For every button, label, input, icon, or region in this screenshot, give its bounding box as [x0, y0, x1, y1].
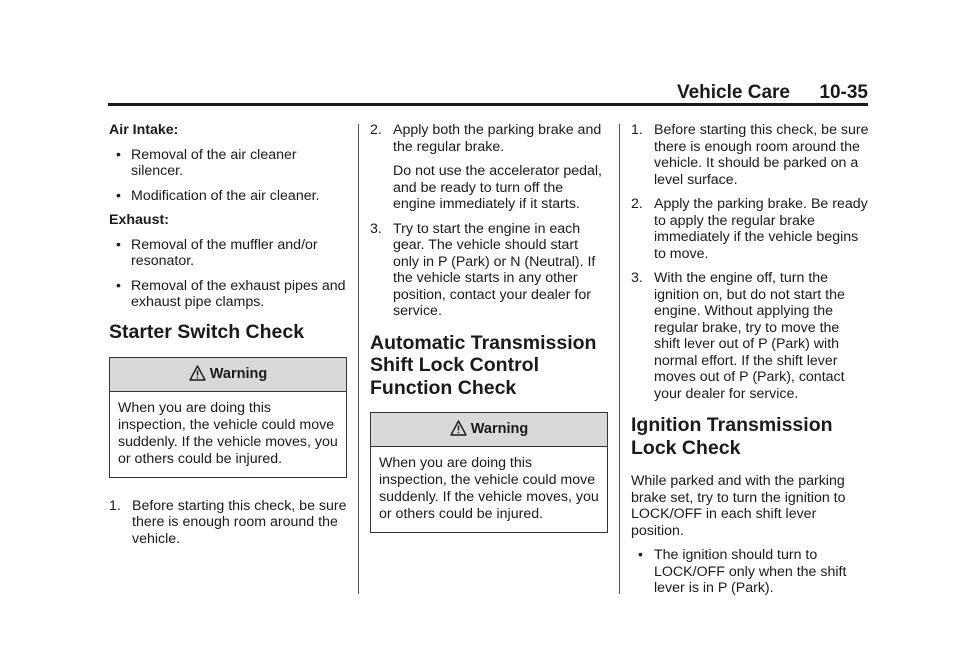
step-number: 2. [631, 196, 643, 212]
warning-box [109, 357, 347, 478]
step-text: Apply the parking brake. Be ready to apply the regular brake immediately if the vehicle begins to move. [654, 196, 868, 262]
warning-title: Warning [209, 365, 268, 382]
warning-text: When you are doing this inspection, the vehicle could move suddenly. If the vehicle moves, you or others could be injured. [379, 455, 599, 522]
column-divider-2 [619, 124, 620, 594]
exhaust-label: Exhaust: [109, 212, 169, 228]
warning-triangle-icon [450, 416, 467, 449]
column-1 [109, 122, 347, 555]
step-number: 3. [370, 220, 382, 237]
page-number: 10-35 [819, 82, 868, 103]
shift-lock-heading: Automatic Transmission Shift Lock Control Function Check [370, 331, 597, 399]
step-item [631, 122, 869, 188]
step-text: Before starting this check, be sure there is enough room around the vehicle. It should be parked on a level surface. [654, 122, 869, 188]
step-number: 1. [109, 497, 121, 514]
column-divider-1 [358, 124, 359, 594]
warning-title: Warning [470, 421, 529, 437]
air-intake-label: Air Intake: [109, 122, 179, 138]
step-text: Apply both the parking brake and the regular brake. [393, 122, 602, 155]
list-item: • The ignition should turn to LOCK/OFF only when the shift lever is in P (Park). [631, 547, 869, 597]
step-item [109, 498, 347, 548]
starter-switch-heading: Starter Switch Check [109, 320, 305, 343]
step-text: Before starting this check, be sure there is enough room around the vehicle. [132, 497, 347, 547]
warning-header [371, 413, 607, 447]
step-text: Try to start the engine in each gear. The vehicle should start only in P (Park) or N (Neutral). If the vehicle starts in any other position, contact your dealer for service. [393, 220, 596, 319]
column-2 [370, 122, 608, 553]
warning-text: When you are doing this inspection, the vehicle could move suddenly. If the vehicle moves, you or others could be injured. [118, 399, 338, 467]
column-3 [631, 122, 869, 605]
step-number: 1. [631, 122, 643, 138]
step-number: 3. [631, 270, 643, 286]
step-text: With the engine off, turn the ignition on, but do not start the engine. Without applying the regular brake, try to move the shift lever out of P (Park) with normal effort. If the shift lever moves out of P (Park), contact your dealer for service. [654, 270, 845, 402]
section-title: Vehicle Care [676, 82, 790, 103]
step-note: Do not use the accelerator pedal, and be ready to turn off the engine immediately if it starts. [393, 163, 603, 212]
step-item [631, 196, 869, 262]
list-item: • Removal of the exhaust pipes and exhaust pipe clamps. [109, 278, 347, 311]
header-rule [108, 103, 868, 106]
list-item: • Removal of the muffler and/or resonator. [109, 237, 347, 270]
step-item [631, 270, 869, 402]
intro-paragraph: While parked and with the parking brake set, try to turn the ignition to LOCK/OFF in each shift lever position. [631, 473, 846, 539]
step-item [370, 122, 608, 155]
list-item: • Removal of the air cleaner silencer. [109, 147, 347, 180]
warning-triangle-icon [189, 361, 206, 394]
list-item: • Modification of the air cleaner. [109, 188, 347, 205]
warning-header [110, 358, 346, 392]
step-item [370, 221, 608, 320]
ignition-lock-heading: Ignition Transmission Lock Check [631, 414, 833, 459]
warning-box [370, 412, 608, 533]
step-number: 2. [370, 122, 382, 138]
